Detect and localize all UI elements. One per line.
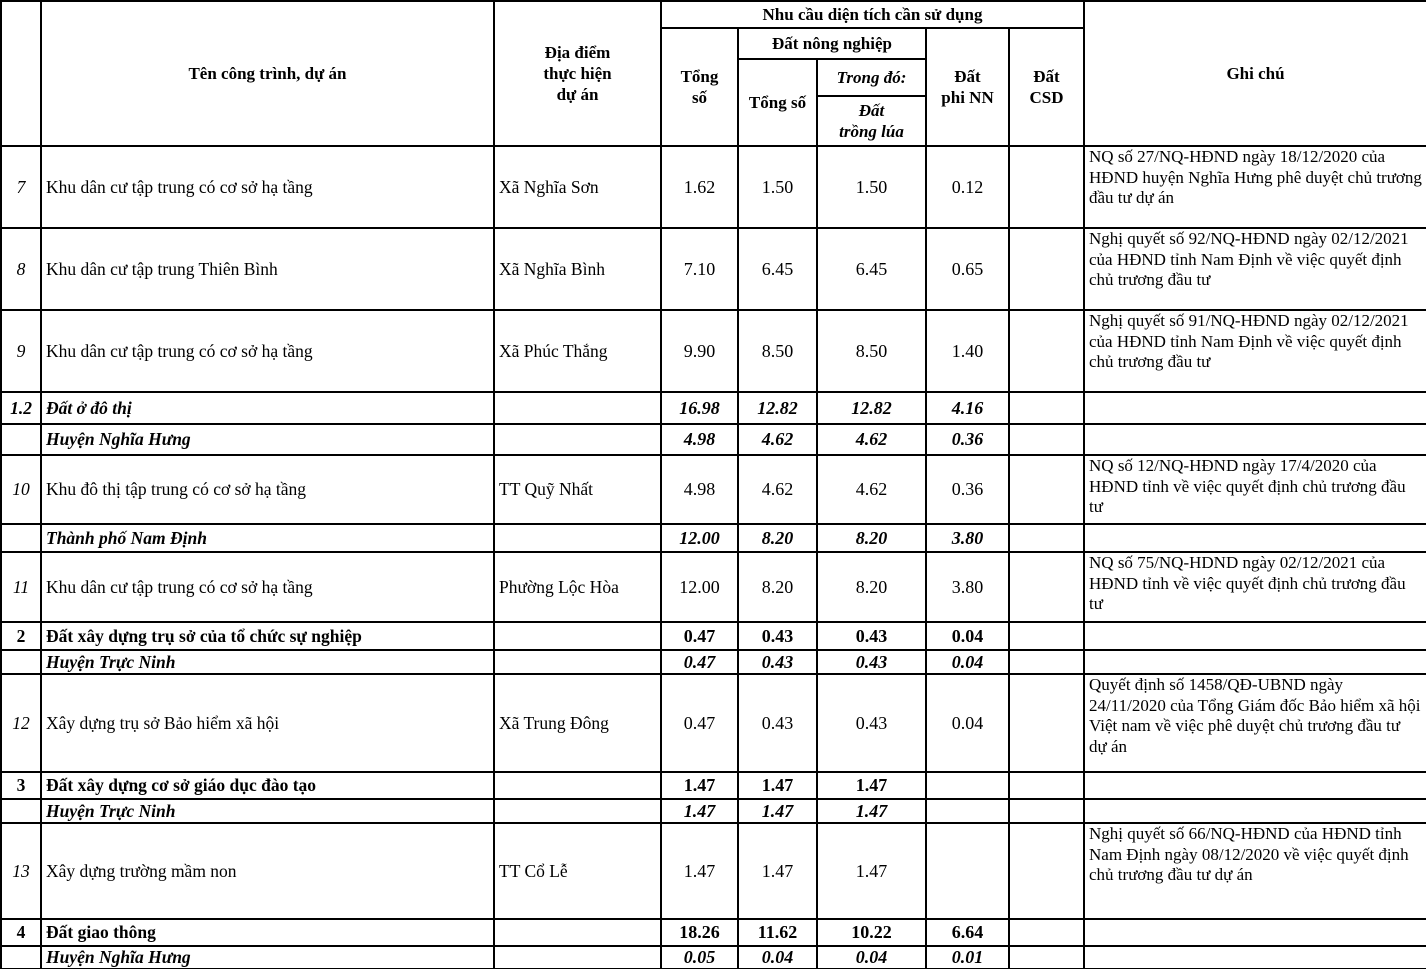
- agri-total: 12.82: [738, 392, 817, 424]
- col-header-unused: Đất CSD: [1009, 28, 1084, 146]
- project-location: Xã Nghĩa Bình: [494, 228, 661, 310]
- rice-land: 4.62: [817, 424, 926, 455]
- project-location: [494, 772, 661, 799]
- area-total: 16.98: [661, 392, 738, 424]
- project-location: Phường Lộc Hòa: [494, 552, 661, 622]
- project-location: [494, 392, 661, 424]
- area-total: 4.98: [661, 424, 738, 455]
- non-agri-land: 4.16: [926, 392, 1009, 424]
- note: Quyết định số 1458/QĐ-UBND ngày 24/11/2020 của Tổng Giám đốc Bảo hiểm xã hội Việt nam về việc phê duyệt chủ trương đầu tư dự án: [1084, 674, 1426, 772]
- unused-land: [1009, 552, 1084, 622]
- agri-total: 11.62: [738, 919, 817, 946]
- col-header-rice-land: Đất trồng lúa: [817, 96, 926, 146]
- non-agri-land: 3.80: [926, 552, 1009, 622]
- rice-land: 10.22: [817, 919, 926, 946]
- project-location: [494, 524, 661, 552]
- locality-name: Huyện Trực Ninh: [41, 650, 494, 674]
- table-row-locality: [1, 799, 1426, 823]
- note: [1084, 424, 1426, 455]
- table-row-locality: [1, 650, 1426, 674]
- agri-total: 8.20: [738, 524, 817, 552]
- non-agri-land: 0.01: [926, 946, 1009, 969]
- rice-land: 8.50: [817, 310, 926, 392]
- project-location: TT Cổ Lễ: [494, 823, 661, 919]
- note: [1084, 799, 1426, 823]
- project-location: [494, 424, 661, 455]
- table-row: [1, 146, 1426, 228]
- category-name: Đất giao thông: [41, 919, 494, 946]
- table-row: [1, 310, 1426, 392]
- col-header-of-which: Trong đó:: [817, 59, 926, 96]
- note: [1084, 919, 1426, 946]
- unused-land: [1009, 228, 1084, 310]
- category-name: Đất xây dựng cơ sở giáo dục đào tạo: [41, 772, 494, 799]
- rice-land: 0.43: [817, 674, 926, 772]
- project-name: Khu dân cư tập trung có cơ sở hạ tầng: [41, 552, 494, 622]
- project-location: [494, 650, 661, 674]
- table-row-locality: [1, 946, 1426, 969]
- area-total: 7.10: [661, 228, 738, 310]
- row-number: 1.2: [1, 392, 41, 424]
- rice-land: 8.20: [817, 524, 926, 552]
- note: Nghị quyết số 91/NQ-HĐND ngày 02/12/2021 của HĐND tỉnh Nam Định về việc quyết định chủ trương đầu tư: [1084, 310, 1426, 392]
- unused-land: [1009, 524, 1084, 552]
- note: [1084, 524, 1426, 552]
- row-number: [1, 524, 41, 552]
- note: [1084, 772, 1426, 799]
- unused-land: [1009, 799, 1084, 823]
- area-total: 12.00: [661, 552, 738, 622]
- agri-total: 1.47: [738, 823, 817, 919]
- area-total: 0.05: [661, 946, 738, 969]
- col-header-agri-total: Tổng số: [738, 59, 817, 146]
- unused-land: [1009, 650, 1084, 674]
- rice-land: 1.47: [817, 799, 926, 823]
- row-number: 3: [1, 772, 41, 799]
- agri-total: 4.62: [738, 455, 817, 524]
- non-agri-land: 6.64: [926, 919, 1009, 946]
- col-header-number: [1, 1, 41, 146]
- unused-land: [1009, 772, 1084, 799]
- rice-land: 0.04: [817, 946, 926, 969]
- agri-total: 8.20: [738, 552, 817, 622]
- rice-land: 6.45: [817, 228, 926, 310]
- agri-total: 0.04: [738, 946, 817, 969]
- table-row-locality: [1, 424, 1426, 455]
- agri-total: 6.45: [738, 228, 817, 310]
- non-agri-land: [926, 823, 1009, 919]
- row-number: 8: [1, 228, 41, 310]
- project-location: Xã Trung Đông: [494, 674, 661, 772]
- agri-total: 1.47: [738, 772, 817, 799]
- area-total: 9.90: [661, 310, 738, 392]
- locality-name: Huyện Trực Ninh: [41, 799, 494, 823]
- project-location: TT Quỹ Nhất: [494, 455, 661, 524]
- col-header-total: Tổng số: [661, 28, 738, 146]
- note: [1084, 946, 1426, 969]
- non-agri-land: 1.40: [926, 310, 1009, 392]
- table-row-category: [1, 919, 1426, 946]
- row-number: 9: [1, 310, 41, 392]
- agri-total: 8.50: [738, 310, 817, 392]
- unused-land: [1009, 310, 1084, 392]
- category-name: Đất xây dựng trụ sở của tổ chức sự nghiệp: [41, 622, 494, 650]
- project-name: Xây dựng trụ sở Bảo hiểm xã hội: [41, 674, 494, 772]
- note: [1084, 392, 1426, 424]
- locality-name: Huyện Nghĩa Hưng: [41, 946, 494, 969]
- rice-land: 12.82: [817, 392, 926, 424]
- col-header-project-name: Tên công trình, dự án: [41, 1, 494, 146]
- rice-land: 1.50: [817, 146, 926, 228]
- rice-land: 8.20: [817, 552, 926, 622]
- non-agri-land: 0.04: [926, 674, 1009, 772]
- col-header-agriculture-group: Đất nông nghiệp: [738, 28, 926, 59]
- table-row-locality: [1, 524, 1426, 552]
- unused-land: [1009, 919, 1084, 946]
- project-location: Xã Phúc Thắng: [494, 310, 661, 392]
- agri-total: 0.43: [738, 622, 817, 650]
- agri-total: 1.47: [738, 799, 817, 823]
- non-agri-land: 0.36: [926, 455, 1009, 524]
- table-row: [1, 674, 1426, 772]
- project-location: Xã Nghĩa Sơn: [494, 146, 661, 228]
- unused-land: [1009, 424, 1084, 455]
- table-row: [1, 823, 1426, 919]
- area-total: 0.47: [661, 674, 738, 772]
- project-location: [494, 919, 661, 946]
- area-total: 4.98: [661, 455, 738, 524]
- row-number: [1, 946, 41, 969]
- category-name: Đất ở đô thị: [41, 392, 494, 424]
- non-agri-land: 0.12: [926, 146, 1009, 228]
- unused-land: [1009, 146, 1084, 228]
- unused-land: [1009, 674, 1084, 772]
- area-total: 18.26: [661, 919, 738, 946]
- project-location: [494, 799, 661, 823]
- note: NQ số 75/NQ-HDND ngày 02/12/2021 của HĐND tỉnh về việc quyết định chủ trương đầu tư: [1084, 552, 1426, 622]
- project-name: Khu đô thị tập trung có cơ sở hạ tầng: [41, 455, 494, 524]
- agri-total: 4.62: [738, 424, 817, 455]
- col-header-area-demand-group: Nhu cầu diện tích cần sử dụng: [661, 1, 1084, 28]
- row-number: [1, 799, 41, 823]
- non-agri-land: 0.36: [926, 424, 1009, 455]
- agri-total: 0.43: [738, 674, 817, 772]
- table-row: [1, 228, 1426, 310]
- rice-land: 0.43: [817, 622, 926, 650]
- rice-land: 1.47: [817, 772, 926, 799]
- table-row: [1, 455, 1426, 524]
- row-number: 11: [1, 552, 41, 622]
- non-agri-land: 3.80: [926, 524, 1009, 552]
- area-total: 1.47: [661, 772, 738, 799]
- row-number: [1, 424, 41, 455]
- row-number: 10: [1, 455, 41, 524]
- rice-land: 1.47: [817, 823, 926, 919]
- note: NQ số 12/NQ-HĐND ngày 17/4/2020 của HĐND tỉnh về việc quyết định chủ trương đầu tư: [1084, 455, 1426, 524]
- project-name: Khu dân cư tập trung có cơ sở hạ tầng: [41, 310, 494, 392]
- table-row-category: [1, 392, 1426, 424]
- unused-land: [1009, 823, 1084, 919]
- area-total: 1.47: [661, 823, 738, 919]
- non-agri-land: [926, 772, 1009, 799]
- rice-land: 4.62: [817, 455, 926, 524]
- note: [1084, 622, 1426, 650]
- agri-total: 1.50: [738, 146, 817, 228]
- col-header-location: Địa điểm thực hiện dự án: [494, 1, 661, 146]
- area-total: 0.47: [661, 622, 738, 650]
- row-number: [1, 650, 41, 674]
- row-number: 2: [1, 622, 41, 650]
- non-agri-land: [926, 799, 1009, 823]
- unused-land: [1009, 455, 1084, 524]
- rice-land: 0.43: [817, 650, 926, 674]
- unused-land: [1009, 392, 1084, 424]
- col-header-notes: Ghi chú: [1084, 1, 1426, 146]
- locality-name: Thành phố Nam Định: [41, 524, 494, 552]
- area-total: 1.47: [661, 799, 738, 823]
- area-total: 12.00: [661, 524, 738, 552]
- unused-land: [1009, 622, 1084, 650]
- area-total: 0.47: [661, 650, 738, 674]
- project-name: Khu dân cư tập trung có cơ sở hạ tầng: [41, 146, 494, 228]
- agri-total: 0.43: [738, 650, 817, 674]
- row-number: 4: [1, 919, 41, 946]
- note: NQ số 27/NQ-HĐND ngày 18/12/2020 của HĐND huyện Nghĩa Hưng phê duyệt chủ trương đầu tư dự án: [1084, 146, 1426, 228]
- table-row-category: [1, 772, 1426, 799]
- note: Nghị quyết số 92/NQ-HĐND ngày 02/12/2021 của HĐND tỉnh Nam Định về việc quyết định chủ trương đầu tư: [1084, 228, 1426, 310]
- row-number: 12: [1, 674, 41, 772]
- unused-land: [1009, 946, 1084, 969]
- row-number: 13: [1, 823, 41, 919]
- project-name: Xây dựng trường mầm non: [41, 823, 494, 919]
- note: [1084, 650, 1426, 674]
- table-row-category: [1, 622, 1426, 650]
- area-total: 1.62: [661, 146, 738, 228]
- locality-name: Huyện Nghĩa Hưng: [41, 424, 494, 455]
- project-location: [494, 622, 661, 650]
- col-header-non-agri: Đất phi NN: [926, 28, 1009, 146]
- non-agri-land: 0.65: [926, 228, 1009, 310]
- project-name: Khu dân cư tập trung Thiên Bình: [41, 228, 494, 310]
- row-number: 7: [1, 146, 41, 228]
- non-agri-land: 0.04: [926, 622, 1009, 650]
- non-agri-land: 0.04: [926, 650, 1009, 674]
- project-location: [494, 946, 661, 969]
- note: Nghị quyết số 66/NQ-HĐND của HĐND tỉnh Nam Định ngày 08/12/2020 về việc quyết định chủ trương đầu tư dự án: [1084, 823, 1426, 919]
- table-row: [1, 552, 1426, 622]
